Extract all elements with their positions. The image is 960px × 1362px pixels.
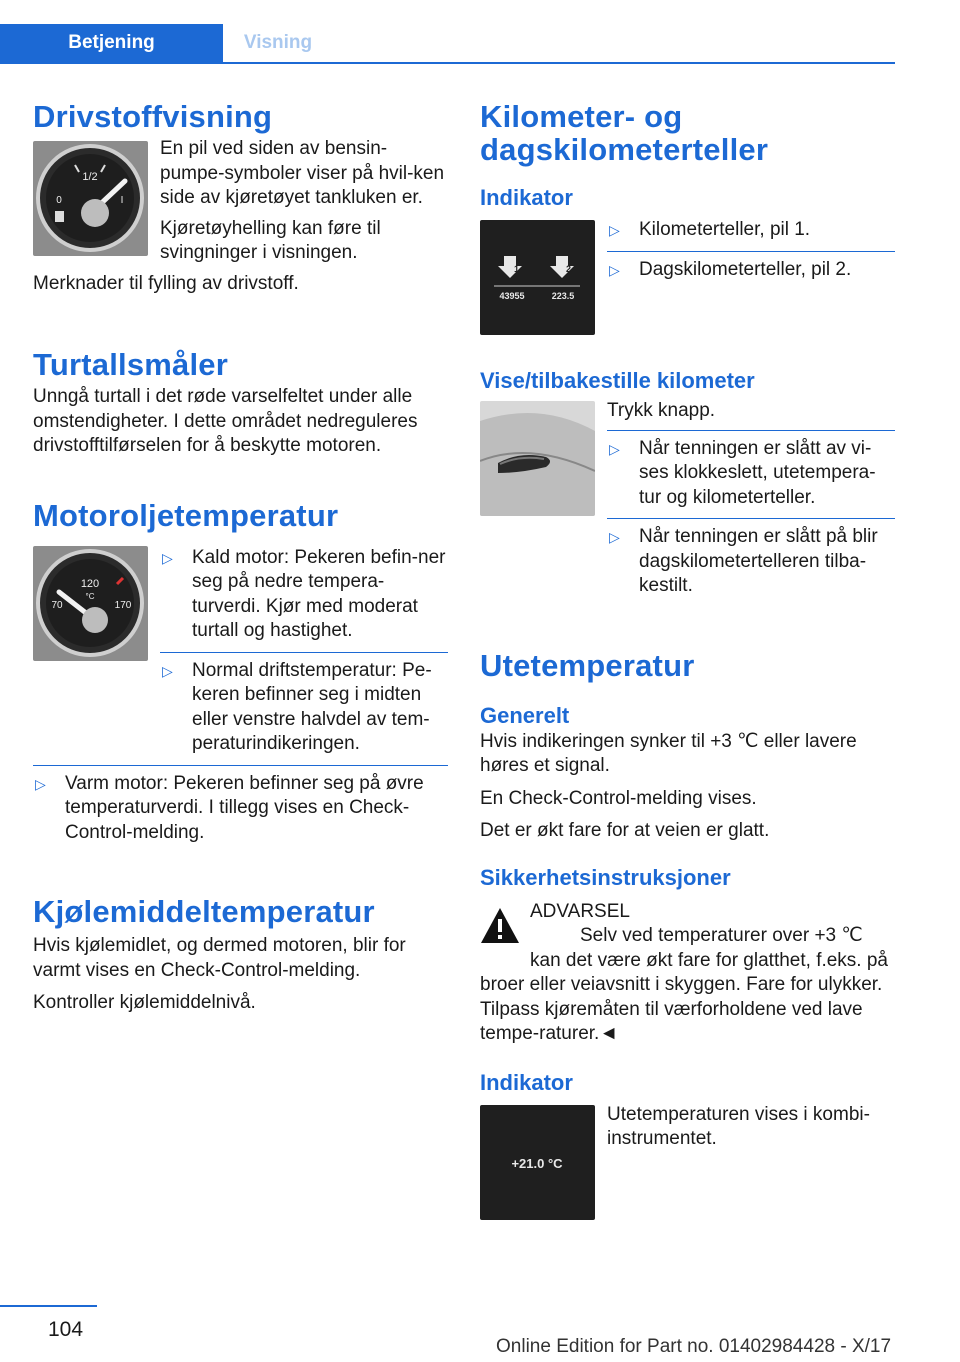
left-column (33, 100, 448, 1016)
odometer-list (607, 218, 895, 282)
fuel-gauge-text-1: En pil ved siden av bensin‐pumpe‐symboler viser på hvil‐ken side av kjøretøyet tankluken er. (160, 138, 445, 208)
oil-temp-list-2 (33, 765, 448, 846)
chapter-tab-bar (0, 24, 895, 64)
fuel-gauge-empty-label: 0 (56, 195, 62, 206)
odometer-arrow-1-label: 1 (514, 264, 520, 274)
coolant-heading: Kjølemiddeltemperatur (33, 894, 375, 929)
list-item: ▷ Når tenningen er slått av vi‐ses klokkeslett, utetempera‐tur og kilometerteller. (609, 437, 876, 508)
fuel-gauge-text-2: Kjøretøyhelling kan føre til svingninger i visningen. (160, 217, 381, 263)
rpm-heading: Turtallsmåler (33, 347, 228, 382)
oil-temp-gauge-image (33, 546, 148, 661)
oil-gauge-mid-label: 120 (80, 577, 100, 590)
odometer-arrow-2-label: 2 (566, 264, 572, 274)
odometer-display-image (480, 220, 595, 335)
safety-subheading: Sikkerhetsinstruksjoner (480, 864, 731, 890)
fuel-gauge-heading: Drivstoffvisning (33, 99, 273, 134)
oil-gauge-high-label: 170 (114, 599, 132, 611)
list-item: ▷ Varm motor: Pekeren befinner seg på øvre temperaturverdi. I tillegg vises en Check-Control-melding. (35, 772, 424, 843)
rpm-text: Unngå turtall i det røde varselfeltet under alle omstendigheter. I dette området nedreguleres drivstofftilførselen for å beskytte motoren. (33, 386, 418, 456)
odometer-trip-value: 223.5 (551, 291, 575, 301)
list-item: ▷ Normal driftstemperatur: Pe‐keren befinner seg i midten eller venstre halvdel av tem‐peraturindikeringen. (160, 652, 448, 757)
edition-text: Online Edition for Part no. 01402984428 - X/17 (496, 1336, 892, 1357)
warning-text: Selv ved temperaturer over +3 ℃ kan det være økt fare for glatthet, f.eks. på broer eller veiavsnitt i skyggen. Fare for ulykker. Tilpass kjøremåten til værforholdene ved lave tempe‐raturer.◄ (480, 925, 889, 1044)
reset-list (607, 430, 895, 599)
fuel-gauge-half-label: 1/2 (82, 171, 98, 183)
oil-temp-heading: Motoroljetemperatur (33, 497, 339, 533)
outside-temp-text-3: Det er økt fare for at veien er glatt. (480, 820, 770, 841)
fuel-gauge-full-label: I (120, 195, 124, 206)
fuel-gauge-image (33, 141, 148, 256)
coolant-text-1: Hvis kjølemidlet, og dermed motoren, blir for varmt vises en Check-Control-melding. (33, 935, 406, 981)
list-item: ▷ Dagskilometerteller, pil 2. (607, 251, 895, 283)
oil-gauge-unit-label: °C (85, 591, 95, 601)
page-number: 104 (48, 1318, 84, 1341)
outside-temp-indicator-text: Utetemperaturen vises i kombi‐instrumentet. (607, 1103, 870, 1149)
list-item: ▷ Kilometerteller, pil 1. (609, 219, 811, 240)
list-item: ▷ Kald motor: Pekeren befin‐ner seg på nedre tempera‐turverdi. Kjør med moderat turtall og hastighet. (162, 546, 446, 641)
warning-triangle-icon (480, 906, 520, 946)
right-column (480, 100, 895, 1226)
outside-temp-display-value: +21.0 °C (511, 1155, 563, 1171)
tab-betjening[interactable]: Betjening (0, 24, 223, 62)
coolant-text-2: Kontroller kjølemiddelnivå. (33, 992, 256, 1013)
odometer-heading: Kilometer- og dagskilometerteller (480, 99, 769, 167)
outside-temp-general-subheading: Generelt (480, 702, 570, 728)
odometer-indicator-subheading: Indikator (480, 185, 573, 210)
odometer-total-value: 43955 (499, 291, 525, 301)
tab-visning[interactable]: Visning (243, 32, 313, 53)
reset-button-image (480, 401, 595, 516)
fuel-gauge-text-3: Merknader til fylling av drivstoff. (33, 272, 299, 294)
outside-temp-indicator-subheading: Indikator (480, 1069, 573, 1095)
list-item: ▷ Når tenningen er slått på blir dagskilometertelleren tilba‐kestilt. (607, 518, 895, 599)
footer-rule (0, 1305, 97, 1307)
oil-gauge-low-label: 70 (51, 599, 63, 611)
oil-temp-list (160, 546, 448, 757)
reset-odometer-subheading: Vise/tilbakestille kilometer (480, 368, 755, 393)
warning-title: ADVARSEL (530, 900, 630, 922)
outside-temp-heading: Utetemperatur (480, 647, 695, 683)
reset-press-text: Trykk knapp. (607, 400, 716, 421)
outside-temp-text-1: Hvis indikeringen synker til +3 ℃ eller lavere høres et signal. (480, 730, 857, 776)
outside-temp-display-image (480, 1105, 595, 1220)
outside-temp-text-2: En Check-Control-melding vises. (480, 787, 757, 809)
